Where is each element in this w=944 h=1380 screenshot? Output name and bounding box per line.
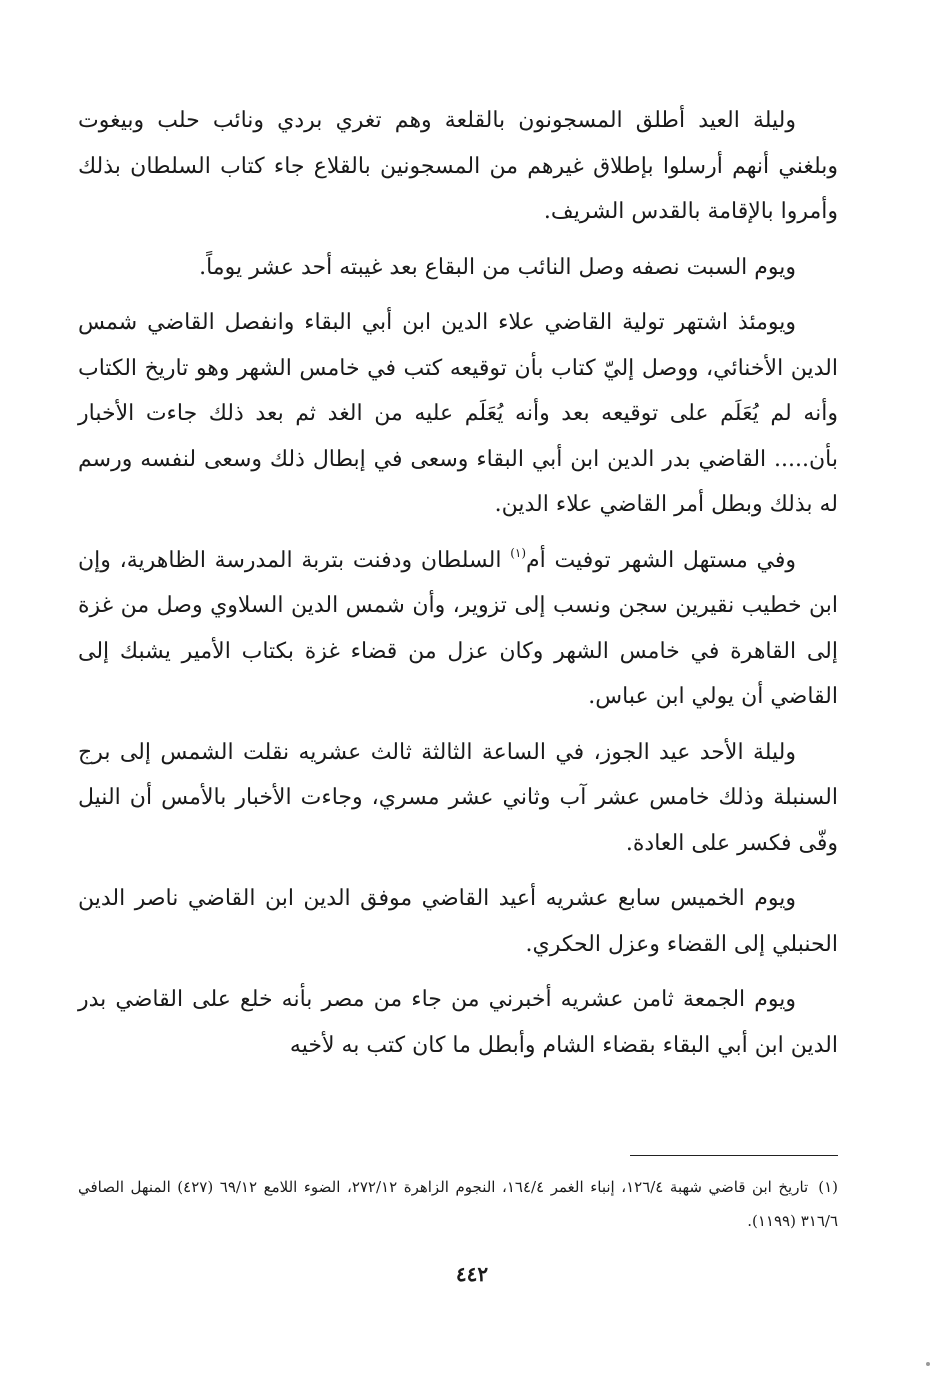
paragraph-text-after-note: السلطان ودفنت بتربة المدرسة الظاهرية، وإن ابن خطيب نقيرين سجن ونسب إلى تزوير، وأن شمس الدين السلاوي وصل من غزة إلى القاهرة في خامس الشهر وكان عزل من قضاء غزة بكتاب الأمير يشبك إلى القاضي أن يولي ابن عباس. (78, 547, 839, 709)
paragraph-thursday (78, 876, 838, 967)
paragraph-text: ويوم الخميس سابع عشريه أعيد القاضي موفق الدين ابن القاضي ناصر الدين الحنبلي إلى القضاء وعزل الحكري. (78, 886, 838, 957)
page-number: ٤٤٢ (455, 1262, 489, 1286)
paragraph-saturday (78, 245, 838, 291)
footnote-1 (78, 1170, 838, 1238)
paragraph-friday (78, 977, 838, 1068)
footnote-reference[interactable]: (١) (510, 545, 527, 560)
main-text-block (78, 98, 838, 1078)
paragraph-text: ويوم السبت نصفه وصل النائب من البقاع بعد غيبته أحد عشر يوماً. (199, 254, 796, 280)
scan-dot (926, 1362, 930, 1366)
paragraph-text: وليلة الأحد عيد الجوز، في الساعة الثالثة ثالث عشريه نقلت الشمس إلى برج السنبلة وذلك خامس عشر آب وثاني عشر مسري، وجاءت الأخبار بالأمس أن النيل وفّى فكسر على العادة. (78, 739, 838, 856)
paragraph-text-before-note: وفي مستهل الشهر توفيت أم (526, 547, 796, 573)
footnotes-section (78, 1170, 838, 1238)
paragraph-month-start (78, 538, 838, 720)
paragraph-text: وليلة العيد أطلق المسجونون بالقلعة وهم تغري بردي ونائب حلب وبيغوت وبلغني أنهم أرسلوا بإطلاق غيرهم من المسجونين بالقلاع جاء كتاب السلطان بذلك وأمروا بالإقامة بالقدس الشريف. (78, 108, 838, 224)
paragraph-text: ويوم الجمعة ثامن عشريه أخبرني من جاء من مصر بأنه خلع على القاضي بدر الدين ابن أبي البقاء بقضاء الشام وأبطل ما كان كتب به لأخيه (78, 987, 838, 1058)
paragraph-qadi-appointment (78, 300, 838, 528)
footnote-divider (630, 1155, 838, 1156)
paragraph-text: ويومئذ اشتهر تولية القاضي علاء الدين ابن أبي البقاء وانفصل القاضي شمس الدين الأخنائي، ووصل إليّ كتاب بأن توقيعه كتب في خامس الشهر وهو تاريخ الكتاب وأنه لم يُعَلَم على توقيعه بعد وأنه يُعَلَم عليه من الغد ثم بعد ذلك جاءت الأخبار بأن..... القاضي بدر الدين ابن أبي البقاء وسعى في إبطال ذلك وسعى لنفسه ورسم له بذلك وبطل أمر القاضي علاء الدين. (78, 310, 838, 517)
footnote-text: تاريخ ابن قاضي شهبة ١٢٦/٤، إنباء الغمر ١٦٤/٤، النجوم الزاهرة ٢٧٢/١٢، الضوء اللامع ٦٩/١٢ (٤٢٧) المنهل الصافي ٣١٦/٦ (١١٩٩). (78, 1178, 838, 1230)
footnote-number: (١) (818, 1178, 838, 1196)
paragraph-sunday-night (78, 730, 838, 867)
paragraph-eid-night (78, 98, 838, 235)
